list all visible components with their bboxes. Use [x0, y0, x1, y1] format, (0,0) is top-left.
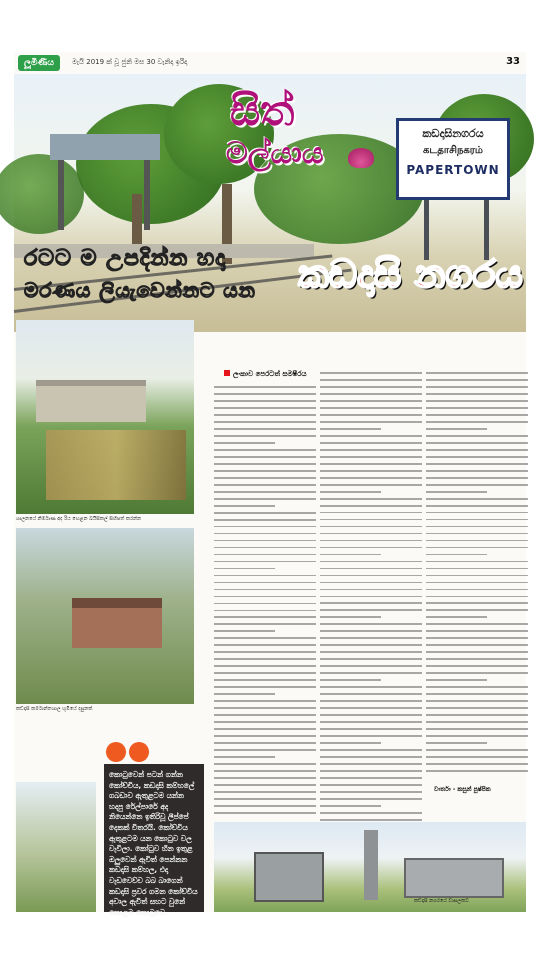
hut-shape — [72, 598, 162, 648]
body-text-line — [320, 484, 422, 486]
body-text-line — [426, 616, 487, 618]
pull-quote: කොටුවෙන් පටන් ගන්න කෝච්චිය, කඩදාසි කම්හලේ ගබඩාව ඇතුළටම යන්න හදපු රේල්පාරේ අද නියෙන්නෙ ඉතිරිවූ ලීප්පේ දෙකක් විතරයි. කෝච්චිය ඇතුළටම යන කොටුව වල වැවිලා. කෝටුව හින ඉතුළ ඔලුවෙන් ඇවිත් පෙන්නන කඩදාසි කම්හල, එදා වැඩවෙච්ච බබ බාගෙන් කඩදාසි ප්‍රවර ගමන කෝච්චිය අවාල ඇවිත් සහට වුනේ කොළම කොටුවෙ. — [104, 764, 204, 912]
body-text-line — [320, 721, 422, 723]
shed-post — [58, 160, 64, 230]
photo-caption-3: කඩදාසි නගරයේ වාසලකට — [414, 898, 469, 904]
body-text-line — [426, 644, 528, 646]
body-text-line — [214, 644, 316, 646]
body-text-line — [214, 561, 316, 563]
body-text-line — [214, 630, 275, 632]
body-text-line — [214, 449, 316, 451]
body-text-line — [320, 742, 381, 744]
body-text-line — [320, 756, 422, 758]
body-text-line — [214, 700, 316, 702]
photo-old-building — [16, 320, 194, 514]
body-text-line — [320, 512, 422, 514]
body-text-line — [320, 791, 422, 793]
body-text-line — [320, 414, 422, 416]
body-text-line — [320, 526, 422, 528]
body-text-line — [214, 435, 316, 437]
body-text-line — [426, 512, 528, 514]
body-text-line — [320, 770, 422, 772]
body-text-line — [426, 589, 528, 591]
body-text-line — [320, 568, 422, 570]
body-text-line — [320, 596, 422, 598]
body-text-line — [426, 568, 528, 570]
body-text-line — [214, 623, 316, 625]
body-text-line — [320, 714, 422, 716]
body-text-line — [320, 798, 422, 800]
body-text-line — [320, 679, 381, 681]
body-text-line — [214, 393, 316, 395]
body-text-line — [320, 372, 422, 374]
body-text-line — [214, 756, 275, 758]
body-text-line — [214, 812, 316, 814]
body-text-line — [426, 554, 487, 556]
headline-main: කඩදාසි නගරය — [298, 252, 523, 296]
body-text-line — [426, 484, 528, 486]
body-text-line — [320, 805, 381, 807]
column-title — [224, 78, 374, 188]
photo-factory-grounds — [16, 528, 194, 704]
body-text-line — [214, 421, 316, 423]
column-title-line2: මල්යාය — [226, 136, 324, 171]
body-text-line — [320, 623, 422, 625]
body-text-line — [214, 686, 316, 688]
body-text-line — [426, 379, 528, 381]
sign-post — [424, 200, 429, 260]
body-text-line — [214, 805, 316, 807]
body-text-line — [214, 442, 275, 444]
body-text-line — [426, 547, 528, 549]
body-text-line — [426, 602, 528, 604]
hero-photo — [14, 74, 526, 332]
body-text-line — [320, 707, 422, 709]
body-text-line — [320, 456, 422, 458]
body-text-line — [214, 714, 316, 716]
body-text-line — [426, 707, 528, 709]
body-text-line — [214, 651, 316, 653]
body-text-line — [426, 749, 528, 751]
section-logo: ලූමිණිය — [18, 55, 60, 71]
author-byline: වාර්තා - කසුන් පුෂ්පික — [434, 786, 491, 793]
body-text-line — [426, 637, 528, 639]
body-text-line — [214, 400, 316, 402]
body-text-line — [214, 554, 316, 556]
body-text-line — [320, 693, 422, 695]
body-text-line — [320, 644, 422, 646]
body-text-line — [320, 470, 422, 472]
header-strip — [14, 52, 526, 74]
body-text-line — [320, 393, 422, 395]
body-text-line — [214, 407, 316, 409]
body-text-line — [214, 505, 275, 507]
building-shape — [36, 380, 146, 422]
body-text-line — [320, 665, 422, 667]
body-text-line — [426, 407, 528, 409]
body-text-line — [426, 756, 528, 758]
body-text-line — [214, 589, 316, 591]
body-text-line — [426, 651, 528, 653]
body-text-line — [214, 728, 316, 730]
body-text-line — [426, 735, 528, 737]
body-text-line — [214, 735, 316, 737]
body-text-line — [426, 477, 528, 479]
body-text-line — [214, 428, 316, 430]
body-text-line — [426, 386, 528, 388]
body-text-line — [426, 442, 528, 444]
body-text-line — [214, 603, 316, 605]
body-text-line — [426, 693, 528, 695]
body-text-line — [426, 414, 528, 416]
photo-industrial — [214, 822, 526, 912]
body-text-line — [214, 540, 316, 542]
body-text-line — [426, 658, 528, 660]
body-text-line — [426, 700, 528, 702]
body-text-line — [214, 672, 316, 674]
column-title-line1: සිත් — [230, 86, 295, 135]
body-text-line — [426, 561, 528, 563]
body-text-line — [426, 519, 528, 521]
page-number: 33 — [506, 56, 520, 67]
body-text-line — [426, 400, 528, 402]
body-text-line — [214, 463, 316, 465]
body-text-line — [214, 533, 316, 535]
body-text-line — [214, 798, 316, 800]
body-text-line — [214, 526, 316, 528]
body-text-line — [320, 435, 422, 437]
shed-post — [144, 160, 150, 230]
body-text-line — [320, 749, 422, 751]
body-text-line — [214, 637, 316, 639]
body-text-line — [320, 533, 422, 535]
body-text-line — [320, 819, 422, 821]
body-text-line — [214, 386, 316, 388]
water-tower — [364, 830, 378, 900]
body-text-line — [320, 575, 422, 577]
body-text-line — [426, 686, 528, 688]
newspaper-page — [14, 52, 526, 917]
lotus-icon — [348, 148, 374, 168]
body-text-line — [426, 533, 528, 535]
body-text-line — [426, 526, 528, 528]
body-text-line — [426, 665, 528, 667]
body-text-line — [320, 519, 422, 521]
body-text-line — [320, 784, 422, 786]
body-text-line — [320, 672, 422, 674]
body-text-line — [214, 414, 316, 416]
body-text-line — [426, 770, 528, 772]
body-text-line — [214, 519, 316, 521]
papertown-sign — [396, 118, 510, 200]
body-text-line — [320, 777, 422, 779]
body-text-line — [426, 540, 528, 542]
body-text-line — [426, 623, 528, 625]
photo-caption-2: කඩදාසි කර්මාන්තශාල භූමියේ දසුනක් — [16, 706, 93, 712]
body-text-line — [426, 435, 528, 437]
headline-line2: මරණය ලියැවෙන්නට යන — [24, 278, 256, 302]
body-text-line — [426, 491, 487, 493]
body-text-line — [214, 498, 316, 500]
body-text-line — [214, 658, 316, 660]
bicycles-shape — [46, 430, 186, 500]
body-text-line — [214, 484, 316, 486]
body-text-line — [214, 707, 316, 709]
body-text-line — [426, 742, 487, 744]
body-text-line — [214, 749, 316, 751]
body-text-line — [426, 714, 528, 716]
body-text-line — [320, 491, 381, 493]
body-text-line — [214, 742, 316, 744]
body-text-line — [426, 721, 528, 723]
body-text-line — [214, 665, 316, 667]
body-text-line — [214, 721, 316, 723]
body-text-line — [426, 679, 487, 681]
body-text-line — [214, 547, 316, 549]
body-text-line — [320, 449, 422, 451]
date-line: මැයි 2019 ක් වූ ජුනි මස 30 වැනිදා ඉරිදා — [72, 58, 188, 66]
text-column-1 — [214, 386, 316, 819]
body-text-line — [320, 630, 422, 632]
body-text-line — [426, 498, 528, 500]
body-text-line — [214, 679, 316, 681]
section-heading: ලංකාව පෙරටත් සමෂීරය — [224, 370, 307, 379]
quote-marks — [106, 742, 152, 764]
body-text-line — [320, 442, 422, 444]
body-text-line — [214, 477, 316, 479]
body-text-line — [320, 589, 422, 591]
text-column-3 — [426, 372, 528, 777]
sign-english: PAPERTOWN — [406, 163, 500, 177]
ruin-structure — [254, 852, 324, 902]
body-text-line — [320, 686, 422, 688]
body-text-line — [320, 728, 422, 730]
body-text-line — [320, 700, 422, 702]
body-text-line — [214, 470, 316, 472]
body-text-line — [426, 582, 528, 584]
body-text-line — [214, 575, 316, 577]
body-text-line — [426, 470, 528, 472]
body-text-line — [426, 728, 528, 730]
sign-sinhala: කඩදාසිනගරය — [422, 127, 484, 140]
body-text-line — [426, 463, 528, 465]
body-text-line — [426, 393, 528, 395]
body-text-line — [426, 505, 528, 507]
body-text-line — [214, 610, 316, 612]
body-text-line — [320, 735, 422, 737]
body-text-line — [320, 602, 422, 604]
shed-roof — [50, 134, 160, 160]
body-text-line — [214, 582, 316, 584]
body-text-line — [426, 672, 528, 674]
body-text-line — [320, 379, 422, 381]
body-text-line — [320, 561, 422, 563]
body-text-line — [426, 763, 528, 765]
body-text-line — [320, 540, 422, 542]
body-text-line — [214, 568, 275, 570]
body-text-line — [214, 784, 316, 786]
body-text-line — [214, 777, 316, 779]
body-text-line — [214, 693, 275, 695]
body-text-line — [426, 421, 528, 423]
body-text-line — [214, 770, 316, 772]
body-text-line — [320, 812, 422, 814]
body-text-line — [320, 651, 422, 653]
body-text-line — [426, 596, 528, 598]
body-text-line — [320, 428, 381, 430]
body-text-line — [320, 386, 422, 388]
body-text-line — [214, 616, 316, 618]
headline-line1: රටට ම උපදින්න හදා — [24, 246, 226, 271]
body-text-line — [320, 609, 422, 611]
body-text-line — [214, 512, 316, 514]
body-text-line — [320, 582, 422, 584]
body-text-line — [320, 498, 422, 500]
body-text-line — [426, 575, 528, 577]
body-text-line — [320, 637, 422, 639]
body-text-line — [320, 547, 422, 549]
body-text-line — [214, 491, 316, 493]
body-text-line — [320, 616, 381, 618]
tree-canopy — [0, 154, 84, 234]
body-text-line — [214, 763, 316, 765]
body-text-line — [214, 596, 316, 598]
body-text-line — [320, 421, 422, 423]
body-text-line — [320, 477, 422, 479]
body-text-line — [320, 463, 422, 465]
body-text-line — [320, 554, 381, 556]
body-text-line — [426, 428, 487, 430]
body-text-line — [320, 505, 422, 507]
factory-structure — [404, 858, 504, 898]
body-text-line — [426, 609, 528, 611]
body-text-line — [426, 449, 528, 451]
body-text-line — [426, 630, 528, 632]
body-text-line — [320, 407, 422, 409]
sign-post — [484, 200, 489, 260]
body-text-line — [320, 658, 422, 660]
body-text-line — [214, 456, 316, 458]
sign-tamil: கடதாசிநகரம் — [423, 145, 483, 156]
body-text-line — [426, 372, 528, 374]
body-text-line — [426, 456, 528, 458]
body-text-line — [320, 763, 422, 765]
photo-caption-1: ශාලනයේ නිර්මාණ අද රිය හෙළන බයිසිකල් සිහිපත් කරන්න — [16, 516, 142, 522]
photo-left-bottom — [16, 782, 96, 912]
text-column-2 — [320, 372, 422, 875]
body-text-line — [214, 791, 316, 793]
body-text-line — [320, 400, 422, 402]
